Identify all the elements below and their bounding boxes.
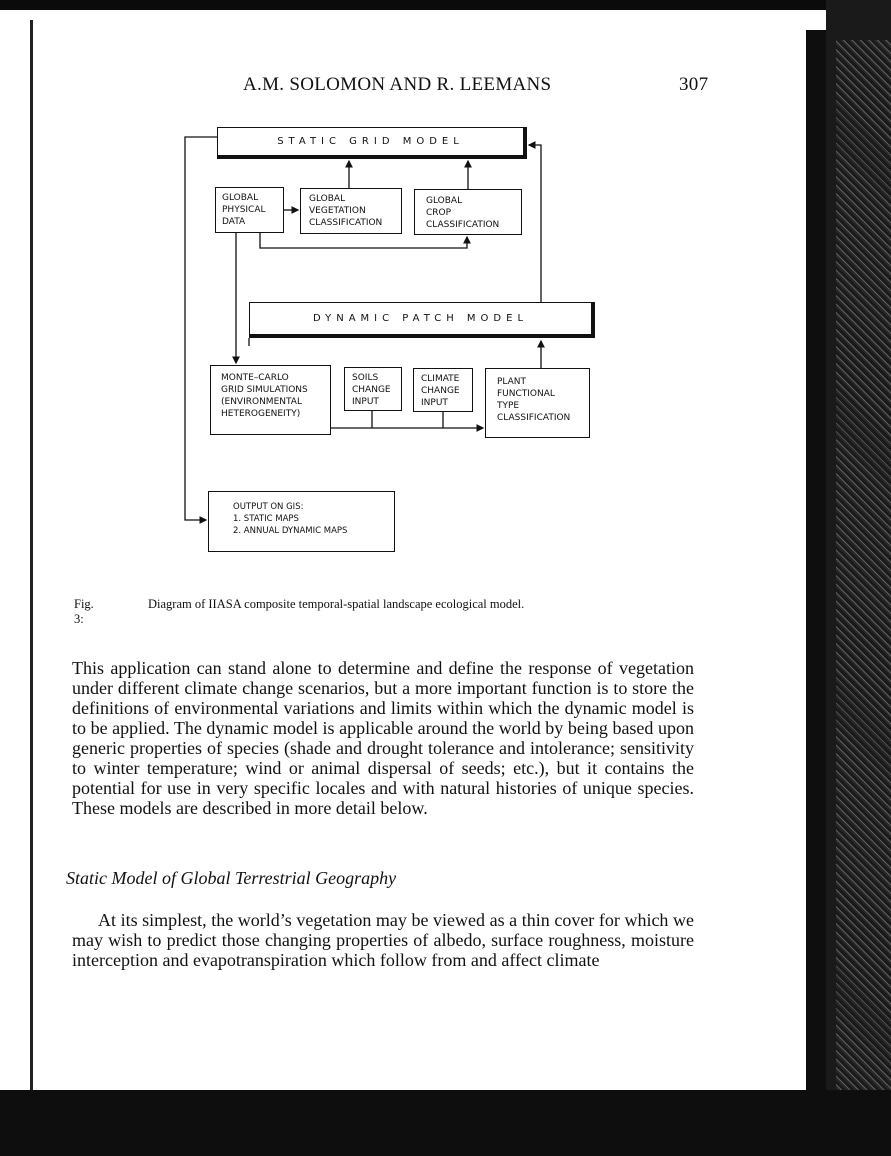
global-physical-data-label: GLOBAL PHYSICAL DATA: [222, 193, 266, 227]
scan-border-bottom: [0, 1090, 891, 1156]
static-grid-model-label: STATIC GRID MODEL: [277, 136, 464, 147]
page-number: 307: [679, 74, 709, 95]
global-vegetation-label: GLOBAL VEGETATION CLASSIFICATION: [309, 194, 383, 228]
output-gis-item-1: 1. STATIC MAPS: [233, 514, 299, 524]
soils-change-label: SOILS CHANGE INPUT: [352, 373, 391, 407]
figure-caption-text: Diagram of IIASA composite temporal-spatial landscape ecological model.: [148, 597, 525, 611]
figure-label: Fig. 3:: [74, 597, 94, 626]
output-gis-item-2: 2. ANNUAL DYNAMIC MAPS: [233, 526, 348, 536]
body-paragraph-2: At its simplest, the world’s vegetation may be viewed as a thin cover for which we may wish to predict those changing properties of albedo, surface roughness, moisture interception and evapotranspiration which follow from and affect climate: [72, 910, 694, 970]
section-heading: Static Model of Global Terrestrial Geography: [66, 868, 397, 888]
climate-change-label: CLIMATE CHANGE INPUT: [421, 374, 460, 408]
output-gis-title: OUTPUT ON GIS:: [233, 502, 304, 512]
body-paragraph-1: This application can stand alone to determine and define the response of vegetation under different climate change scenarios, but a more important function is to store the definitions of environmental variations and limits within which the dynamic model is to be applied. The dynamic model is applicable around the world by being based upon generic properties of species (shade and drought tolerance and intolerance; sensitivity to winter temperature; wind or animal dispersal of seeds; etc.), but it contains the potential for use in very specific locales and with natural histories of unique species. These models are described in more detail below.: [72, 658, 694, 818]
running-header-authors: A.M. SOLOMON AND R. LEEMANS: [243, 74, 552, 95]
global-crop-label: GLOBAL CROP CLASSIFICATION: [426, 196, 500, 230]
dynamic-patch-model-label: DYNAMIC PATCH MODEL: [312, 313, 529, 324]
monte-carlo-label: MONTE–CARLO GRID SIMULATIONS (ENVIRONMENTAL HETEROGENEITY): [221, 373, 308, 419]
plant-functional-type-label: PLANT FUNCTIONAL TYPE CLASSIFICATION: [497, 377, 571, 423]
